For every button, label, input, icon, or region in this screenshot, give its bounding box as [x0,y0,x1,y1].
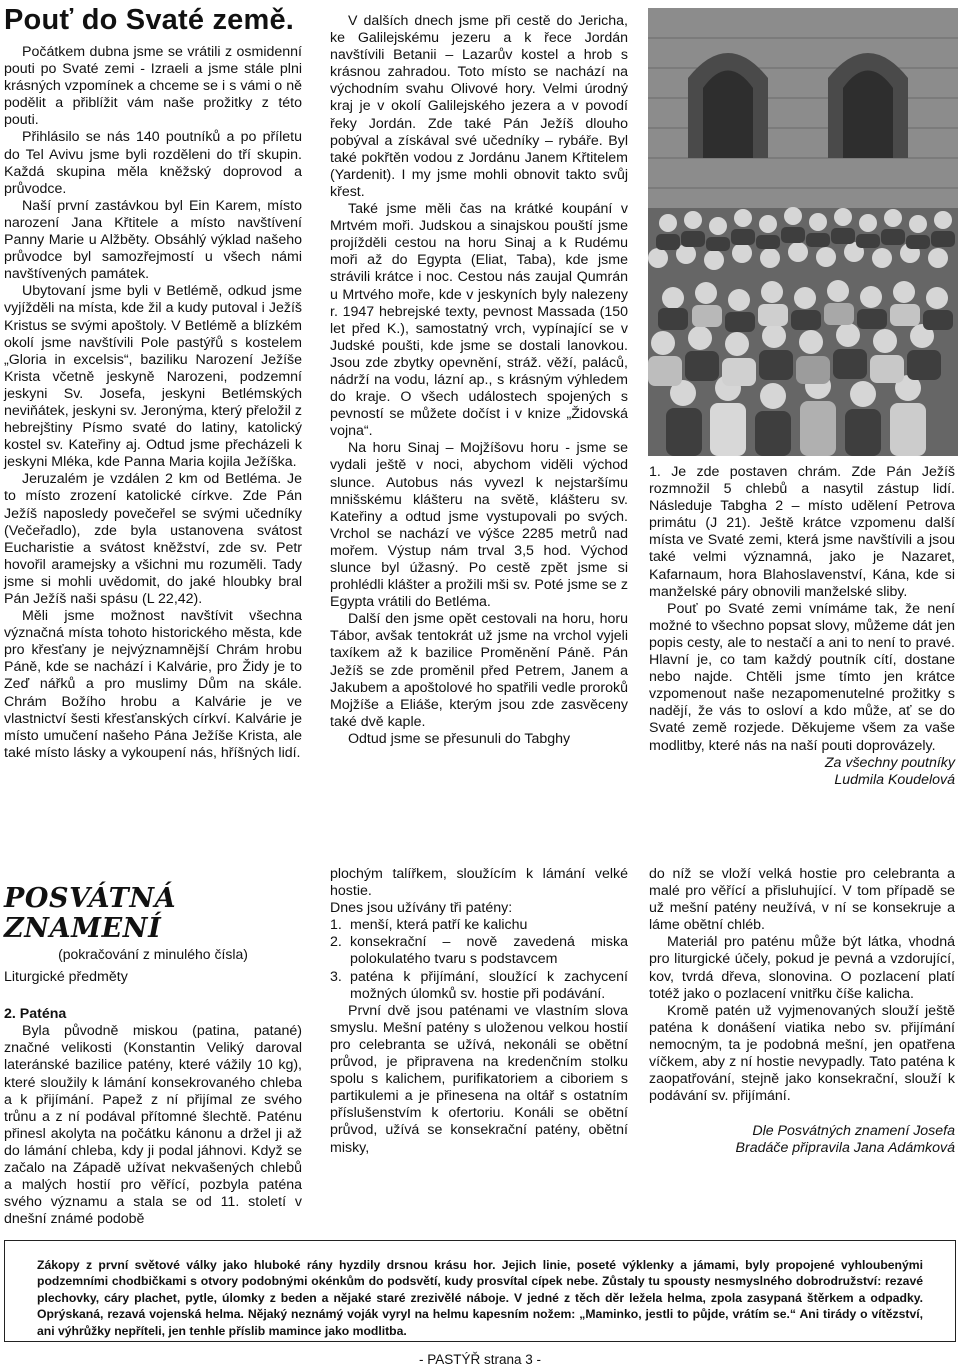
paragraph: Měli jsme možnost navštívit všechna význačná místa tohoto historického města, kde pro křesťany je nejvýznamnější Chrám hrobu Páně, kde se nachází i Kalvárie, pro Židy je to Zeď nářků a pro muslimy Dům na skále. Chrám Božího hrobu a Kalvárie je ve vlastnictví šesti křesťanských církví. Kalvárie je místo umučení našeho Pána Ježíše Krista, ale také místo lásky a vykoupení nás, hříšných lidí. [4,608,302,761]
article-column-2 [330,13,628,748]
paragraph: V dalších dnech jsme při cestě do Jericha, ke Galilejskému jezeru a k řece Jordán navštívili Betanii – Lazarův kostel a hrob s krásnou zahradou. Toto místo se nachází na východním svahu Olivové hory. Velmi úrodný kraj je v okolí Galilejského jezera a v povodí řeky Jordán. Zde také Pán Ježíš dlouho pobýval a získával své učedníky – rybáře. Byl také pokřtěn vodou z Jordánu Janem Křtitelem (Yardenit). I my jsme mohli obnovit takto svůj křest. [330,13,628,200]
list-item: 3. paténa k přijímání, sloužící k zachycení možných úlomků sv. hostie při podávání. [330,968,628,1002]
paragraph: plochým talířkem, sloužícím k lámání velké hostie. [330,866,628,900]
signs-signature-author: Bradáče připravila Jana Adámková [735,1140,955,1157]
signature-line: Za všechny poutníky [824,754,955,771]
signs-heading: 2. Paténa [4,1006,67,1023]
quote-box [4,1240,956,1342]
paragraph: Na horu Sinaj – Mojžíšovu horu - jsme se vydali ještě v noci, abychom viděli východ slunce. Autobus nás vyvezl k nejstaršímu mnišskému klášteru na světě, klášteru sv. Kateřiny a odtud jsme vystupovali po svých. Vrchol se nachází ve výšce 2285 metrů nad mořem. Výstup nám trval 3,5 hod. Východ slunce byl úžasný. Po cestě zpět jsme si prohlédli klášter a prožili mši sv. Poté jsme se z Egypta vrátili do Betléma. [330,440,628,611]
signs-column-2 [330,866,628,1157]
paragraph: Materiál pro paténu může být látka, vhodná pro liturgické účely, pokud je pevná a vzdorující, kov, tvrdá dřeva, slonovina. O pozlacení platí totéž jako o pozlacení vnitřku číše kalicha. [649,934,955,1002]
list-item: 1. menší, která patří ke kalichu [330,917,528,934]
page-footer: - PASTÝŘ strana 3 - [418,1352,542,1367]
list-item: 2. konsekrační – nově zavedená miska polokulatého tvaru s podstavcem [330,934,628,968]
signs-column-3 [649,866,955,1158]
paragraph: Kromě patén už vyjmenovaných slouží ještě paténa k donášení viatika nebo sv. přijímání nemocným, ta je podobná mešní, jen opatřena víčkem, aby z ní hostie nevypadly. Tato paténa k zaopatřování, stejně jako konsekrační, slouží k podávání sv. přijímání. [649,1002,955,1105]
signs-title: POSVÁTNÁ ZNAMENÍ [4,883,177,944]
patena-list [330,917,628,1002]
list-title: Dnes jsou užívány tři patény: [330,900,513,917]
paragraph: Pouť po Svaté zemi vnímáme tak, že není možné to všechno popsat slovy, můžeme dát jen popis cesty, ale to nestačí a ani to není to pravé. Hlavní je, co tam každý poutník cítí, dostane nebo najde. Chtěli jsme tímto jen krátce vzpomenout naše nezapomenutelné prožitky s nadějí, že vás to osloví a kdo může, ať se do Svaté země rozjede. Děkujeme všem za vaše modlitby, které nás na naší pouti doprovázely. [649,600,955,754]
paragraph: Počátkem dubna jsme se vrátili z osmidenní pouti po Svaté zemi - Izraeli a jsme stále plni krásných vzpomínek a chceme se i s vámi o ně podělit a přiblížit vám naše prožitky z této pouti. [4,44,302,129]
group-photo [648,8,958,456]
paragraph: Naší první zastávkou byl Ein Karem, místo narození Jana Křtitele a místo navštívení Panny Marie u Alžběty. Obsáhlý výklad našeho průvodce byl samozřejmostí u všech námi navštívených památek. [4,197,302,283]
signs-subtitle: (pokračování z minulého čísla) [58,946,248,962]
article-column-1 [4,44,302,762]
signs-column-1 [4,884,302,1228]
signs-signature-line: Dle Posvátných znamení Josefa [752,1123,955,1140]
paragraph: Přihlásilo se nás 140 poutníků a po příletu do Tel Avivu jsme byli rozděleni do tří skupin. Každá skupina měla kněžský doprovod a průvodce. [4,129,302,197]
quote-text: Zákopy z první světové války jako hluboké rány hyzdily drsnou krásu hor. Jejich linie, poseté výklenky a jámami, byly propojené vyhloubenými podzemními chodbičkami s otvory podobnými okénkům do podsvětí, kudy prosvítal cípek nebe. Zůstaly tu spousty nesmyslného dobrodružství: rezavé plechovky, cáry plachet, pytle, úlomky z beden a nějaké staré zrezivělé náboje. V jedné z těch děr ležela helma, zpola zasypaná štěrkem a odpadky. Oprýskaná, rezavá vojenská helma. Nějaký neznámý voják vyryl na helmu kapesním nožem: „Maminko, jestli to půjde, vrátím se.“ Ani tirády o vítězství, ani výhrůžky nepříteli, jen tenhle příslib mamince jako modlitba. [37,1258,923,1338]
signs-section: Liturgické předměty [4,969,128,986]
group-photo-pilgrims-icon [648,8,958,456]
paragraph: První dvě jsou paténami ve vlastním slova smyslu. Mešní patény s uloženou velkou hostií pro celebranta se užívá, nekonáli se obětní průvod, je připravena na kredenčním stolku spolu s kalichem, purifikatoriem a ciboriem s partikulemi a je přinesena na oltář s ostatním příslušenstvím k ofertoriu. Konáli se obětní průvod, užívá se konsekrační patény, obětní misky, [330,1002,628,1156]
paragraph: Jeruzalém je vzdálen 2 km od Betléma. Je to místo zrození katolické církve. Zde Pán Ježíš naposledy povečeřel se svými učedníky (Večeřadlo), zde byla ustanovena svátost Eucharistie a svátost kněžství, zde sv. Petr hovořil aramejsky a všichni mu rozuměli. Tady jsme si mohli uvědomit, do jaké hloubky bral Pán Ježíš naši spásu (L 22,42). [4,471,302,607]
paragraph: Odtud jsme se přesunuli do Tabghy [348,730,571,747]
signature-author: Ludmila Koudelová [834,771,955,788]
article-title: Pouť do Svaté země. [4,4,295,36]
paragraph: Byla původně miskou (patina, patané) značné velikosti (Konstantin Veliký daroval lateránské bazilice patény, které vážily 10 kg), které sloužily k lámání konsekrovaného chleba a k přijímání. Papež z ní přijímal ze svého trůnu a z ní podával přítomné šlechtě. Paténu přinesl akolyta na počátku kánonu a držel ji až do lámání chleba, kdy ji podal jáhnovi. Když se začalo na Západě užívat nekvašených chlebů a malých hostií pro věřící, pozbyla paténa svého významu a stala se od 11. století v dnešní známé podobě [4,1023,302,1228]
paragraph: Další den jsme opět cestovali na horu, horu Tábor, avšak tentokrát už jsme na vrchol vyjeli taxíkem až k bazilice Proměnění Páně. Pán Ježíš se zde proměnil před Petrem, Janem a Jakubem a apoštolové ho spatřili vedle proroků Mojžíše a Eliáše, kterým jsou zde zasvěceny také dvě kaple. [330,611,628,730]
paragraph: 1. Je zde postaven chrám. Zde Pán Ježíš rozmnožil 5 chlebů a nasytil zástup lidí. Následuje Tabgha 2 – místo udělení Petrova primátu (J 21). Ještě krátce vzpomenu další místa ve Svaté zemi, která jsme navštívili a jsou také velmi významná, jako je Nazaret, Kafarnaum, hora Blahoslavenství, Kána, kde si manželské páry obnovili manželské sliby. [649,464,955,600]
paragraph: do níž se vloží velká hostie pro celebranta a malé pro věřící a přisluhující. V tom případě se už mešní patény neužívá, v ní se konsekruje a láme obětní chléb. [649,866,955,934]
paragraph: Také jsme měli čas na krátké koupání v Mrtvém moři. Judskou a sinajskou pouští jsme projížděli cestou na horu Sinaj a k Rudému moři až do Egypta (Eliat, Taba), kde jsme strávili krátce i noc. Cestou nás zaujal Qumrán u Mrtvého moře, kde v jeskyních byly nalezeny r. 1947 hebrejské texty, pevnost Massada (150 let před K.), samostatný vrch, vypínající se v Judské poušti, kde jsme se dostali lanovkou. Jsou zde zbytky opevnění, stráž. věží, paláců, nádrží na vodu, lázní ap., s krásným výhledem do kraje. O všech událostech spojených s pevností se můžete dočíst i v knize „Židovská vojna“. [330,201,628,440]
article-column-3 [649,464,955,789]
paragraph: Ubytovaní jsme byli v Betlémě, odkud jsme vyjížděli na místa, kde žil a kudy putoval i Ježíš Kristus se svými apoštoly. V Betlémě a blízkém okolí jsme navštívili Pole pastýřů s kostelem „Gloria in excelsis“, baziliku Narození Ježíše Krista včetně jeskyně Narozeni, podzemní jeskyni Sv. Josefa, jeskyni Betlémských neviňátek, jeskyni sv. Jeronýma, který přeložil z hebrejštiny Písmo svaté do latiny, katolický kostel sv. Kateřiny aj. Odtud jsme přecházeli k jeskyni Mléka, kde Panna Maria kojila Ježíška. [4,283,302,471]
